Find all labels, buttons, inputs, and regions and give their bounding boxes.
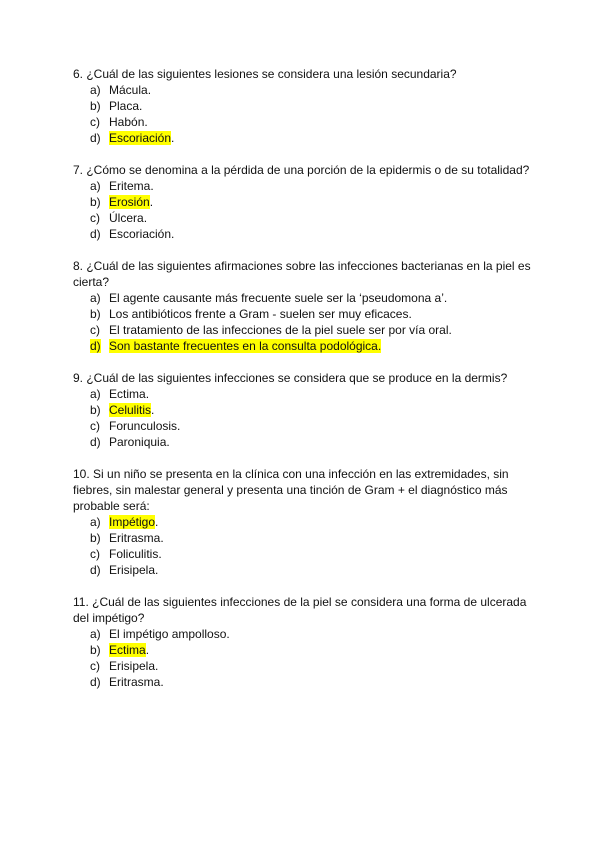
answer-option [73,226,533,242]
answer-option [73,178,533,194]
option-suffix: . [139,99,143,113]
option-suffix: . [171,131,175,145]
option-label: El agente causante más frecuente suele ser la ‘pseudomona a’ [109,291,444,305]
option-letter [73,626,109,642]
option-letter-text: a) [90,291,101,305]
question-text: 8. ¿Cuál de las siguientes afirmaciones sobre las infecciones bacterianas en la piel es cierta? [73,259,531,289]
question-q8 [73,258,533,354]
option-text [109,674,164,690]
option-letter-text: a) [90,515,101,529]
option-letter [73,658,109,674]
question-list [73,66,533,690]
option-letter [73,194,109,210]
option-label: Eritema [109,179,151,193]
option-suffix: . [155,515,159,529]
option-suffix: . [150,179,154,193]
highlighted-answer: Son bastante frecuentes en la consulta podológica [109,339,378,353]
option-letter-text: a) [90,83,101,97]
answer-option [73,674,533,690]
option-letter [73,178,109,194]
answer-option [73,402,533,418]
option-letter [73,530,109,546]
option-text [109,178,154,194]
option-letter [73,562,109,578]
option-letter [73,434,109,450]
option-label: Erisipela [109,563,156,577]
option-letter-text: d) [90,675,101,689]
option-label: Mácula [109,83,148,97]
option-label: Eritrasma [109,675,161,689]
option-label: El impétigo ampolloso [109,627,227,641]
option-letter-text: a) [90,387,101,401]
option-letter-text: c) [90,547,100,561]
option-letter [73,98,109,114]
highlighted-answer: Impétigo [109,515,156,529]
option-text [109,626,230,642]
answer-option [73,114,533,130]
option-list [73,290,533,354]
option-text [109,338,381,354]
option-letter-text: c) [90,659,100,673]
option-text [109,530,164,546]
option-letter-text: b) [90,195,101,209]
option-suffix: . [160,675,164,689]
option-letter [73,546,109,562]
question-text: 6. ¿Cuál de las siguientes lesiones se considera una lesión secundaria? [73,67,457,81]
option-label: El tratamiento de las infecciones de la piel suele ser por vía oral [109,323,449,337]
option-letter-text: b) [90,99,101,113]
option-letter [73,322,109,338]
answer-option [73,418,533,434]
option-letter [73,386,109,402]
option-letter [73,514,109,530]
option-label: Forunculosis [109,419,178,433]
option-suffix: . [443,291,448,305]
highlighted-answer: Escoriación [109,131,172,145]
answer-option [73,386,533,402]
option-label: Los antibióticos frente a Gram - suelen ser muy eficaces [109,307,409,321]
question-q7 [73,162,533,242]
option-suffix: . [166,435,170,449]
option-suffix: . [155,563,159,577]
option-text [109,386,149,402]
option-text [109,306,412,322]
option-list [73,178,533,242]
option-text [109,546,162,562]
option-suffix: . [147,83,152,97]
option-suffix: . [144,115,148,129]
option-letter-text: d) [90,339,101,353]
option-label: Ectima [109,387,146,401]
option-text [109,434,170,450]
option-letter [73,114,109,130]
option-text [109,194,153,210]
option-letter [73,674,109,690]
option-suffix: . [171,227,175,241]
option-letter [73,82,109,98]
option-letter-text: d) [90,435,101,449]
option-suffix: . [226,627,230,641]
answer-option [73,530,533,546]
answer-option [73,210,533,226]
option-label: Paroniquia [109,435,167,449]
answer-option [73,658,533,674]
option-letter [73,306,109,322]
option-label: Placa [109,99,140,113]
answer-option [73,562,533,578]
option-suffix: . [377,339,382,353]
option-letter-text: a) [90,179,101,193]
option-letter [73,130,109,146]
option-text [109,290,447,306]
answer-option [73,194,533,210]
option-text [109,322,452,338]
highlighted-answer: Erosión [109,195,150,209]
question-q6 [73,66,533,146]
option-suffix: . [143,211,148,225]
option-text [109,642,149,658]
option-suffix: . [160,531,164,545]
answer-option [73,642,533,658]
option-letter [73,402,109,418]
option-text [109,418,180,434]
option-label: Úlcera [109,211,144,225]
option-suffix: . [158,547,162,561]
option-suffix: . [149,195,154,209]
option-letter [73,418,109,434]
answer-option [73,338,533,354]
option-letter [73,226,109,242]
option-text [109,658,158,674]
option-list [73,82,533,146]
option-label: Erisipela [109,659,156,673]
option-letter-text: a) [90,627,101,641]
option-list [73,626,533,690]
option-letter-text: d) [90,563,101,577]
highlighted-answer: Celulitis [109,403,152,417]
option-letter-text: c) [90,419,100,433]
answer-option [73,626,533,642]
answer-option [73,130,533,146]
option-letter-text: b) [90,531,101,545]
option-suffix: . [177,419,181,433]
option-letter-text: b) [90,643,101,657]
option-text [109,514,158,530]
option-list [73,514,533,578]
option-list [73,386,533,450]
option-text [109,98,142,114]
option-letter-text: c) [90,115,100,129]
answer-option [73,290,533,306]
option-letter-text: b) [90,307,101,321]
question-q11 [73,594,533,690]
option-letter-text: b) [90,403,101,417]
option-suffix: . [448,323,452,337]
option-letter [73,642,109,658]
option-label: Eritrasma [109,531,161,545]
option-letter-text: d) [90,227,101,241]
option-suffix: . [145,643,150,657]
option-letter [73,338,109,354]
option-letter [73,290,109,306]
option-suffix: . [151,403,155,417]
option-text [109,226,174,242]
answer-option [73,514,533,530]
document-page [73,66,533,706]
option-text [109,82,151,98]
question-text: 10. Si un niño se presenta en la clínica con una infección en las extremidades, sin fiebres, sin malestar general y presenta una tinción de Gram + el diagnóstico más probable será: [73,467,509,513]
question-text: 9. ¿Cuál de las siguientes infecciones se considera que se produce en la dermis? [73,371,508,385]
option-text [109,562,158,578]
answer-option [73,82,533,98]
highlighted-answer: Ectima [109,643,146,657]
option-letter-text: d) [90,131,101,145]
question-text: 11. ¿Cuál de las siguientes infecciones de la piel se considera una forma de ulcerada del impétigo? [73,595,527,625]
answer-option [73,434,533,450]
option-text [109,210,147,226]
answer-option [73,546,533,562]
option-label: Foliculitis [109,547,159,561]
option-letter-text: c) [90,211,100,225]
option-label: Escoriación [109,227,172,241]
answer-option [73,322,533,338]
option-text [109,402,154,418]
option-suffix: . [155,659,159,673]
option-suffix: . [145,387,150,401]
question-text: 7. ¿Cómo se denomina a la pérdida de una porción de la epidermis o de su totalidad? [73,163,530,177]
option-text [109,130,174,146]
option-text [109,114,148,130]
question-q10 [73,466,533,578]
option-label: Habón [109,115,145,129]
answer-option [73,98,533,114]
answer-option [73,306,533,322]
option-suffix: . [408,307,412,321]
option-letter-text: c) [90,323,100,337]
option-letter [73,210,109,226]
question-q9 [73,370,533,450]
